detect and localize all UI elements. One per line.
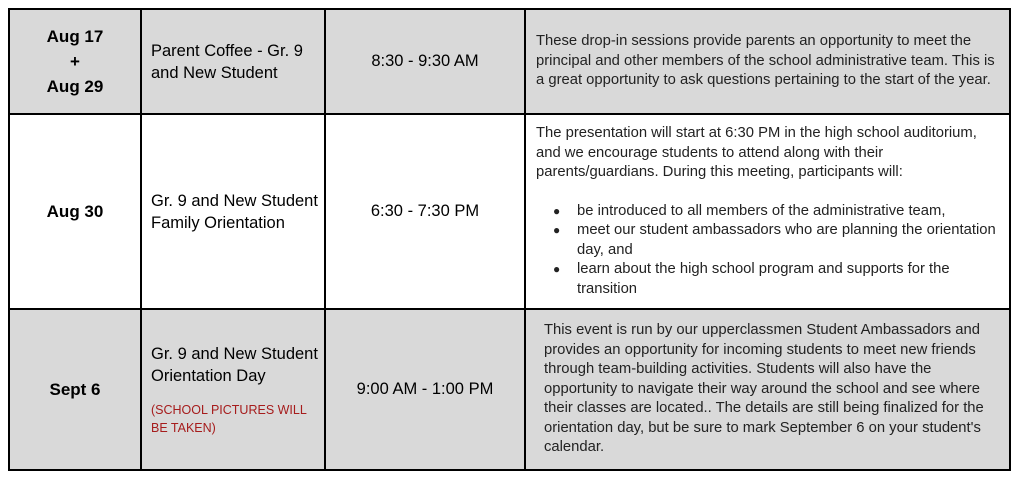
event-title: Gr. 9 and New Student Family Orientation <box>151 191 318 232</box>
event-cell <box>141 309 325 470</box>
date-cell <box>9 9 141 114</box>
list-item: ● learn about the high school program and supports for the transition <box>536 260 999 299</box>
date-plus: + <box>70 52 80 71</box>
event-cell <box>141 9 325 114</box>
list-item: ● be introduced to all members of the administrative team, <box>536 202 999 222</box>
pictures-note: (SCHOOL PICTURES WILL BE TAKEN) <box>151 402 307 435</box>
event-date: Sept 6 <box>49 380 101 399</box>
date-cell <box>9 114 141 309</box>
table-row <box>9 9 1010 114</box>
table-row <box>9 114 1010 309</box>
event-title: Parent Coffee - Gr. 9 and New Student <box>151 41 303 82</box>
time-cell <box>325 114 525 309</box>
schedule-table <box>8 8 1011 471</box>
date-start: Aug 17 <box>46 27 104 46</box>
event-time: 8:30 - 9:30 AM <box>371 52 479 70</box>
date-cell <box>9 309 141 470</box>
participant-list <box>536 202 999 300</box>
date-end: Aug 29 <box>46 77 104 96</box>
event-time: 6:30 - 7:30 PM <box>370 202 480 220</box>
event-description: This event is run by our upperclassmen Student Ambassadors and provides an opportunity for incoming students to meet new friends through team-building activities. Students will also have the opportunity to navigate their way around the school and see where their classes are located.. The details are still being finalized for the orientation day, but be sure to mark September 6 on your student's calendar. <box>544 322 984 456</box>
event-cell <box>141 114 325 309</box>
list-item: ● meet our student ambassadors who are planning the orientation day, and <box>536 221 999 260</box>
event-time: 9:00 AM - 1:00 PM <box>356 380 494 398</box>
event-description: The presentation will start at 6:30 PM in the high school auditorium, and we encourage students to attend along with their parents/guardians. During this meeting, participants will: <box>536 125 977 180</box>
time-cell <box>325 309 525 470</box>
event-description: These drop-in sessions provide parents an opportunity to meet the principal and other members of the school administrative team. This is a great opportunity to ask questions pertaining to the start of the year. <box>536 33 995 89</box>
description-cell <box>525 9 1010 114</box>
description-cell <box>525 309 1010 470</box>
event-title: Gr. 9 and New Student Orientation Day <box>151 344 318 385</box>
description-cell <box>525 114 1010 309</box>
time-cell <box>325 9 525 114</box>
table-row <box>9 309 1010 470</box>
event-date: Aug 30 <box>46 202 104 221</box>
